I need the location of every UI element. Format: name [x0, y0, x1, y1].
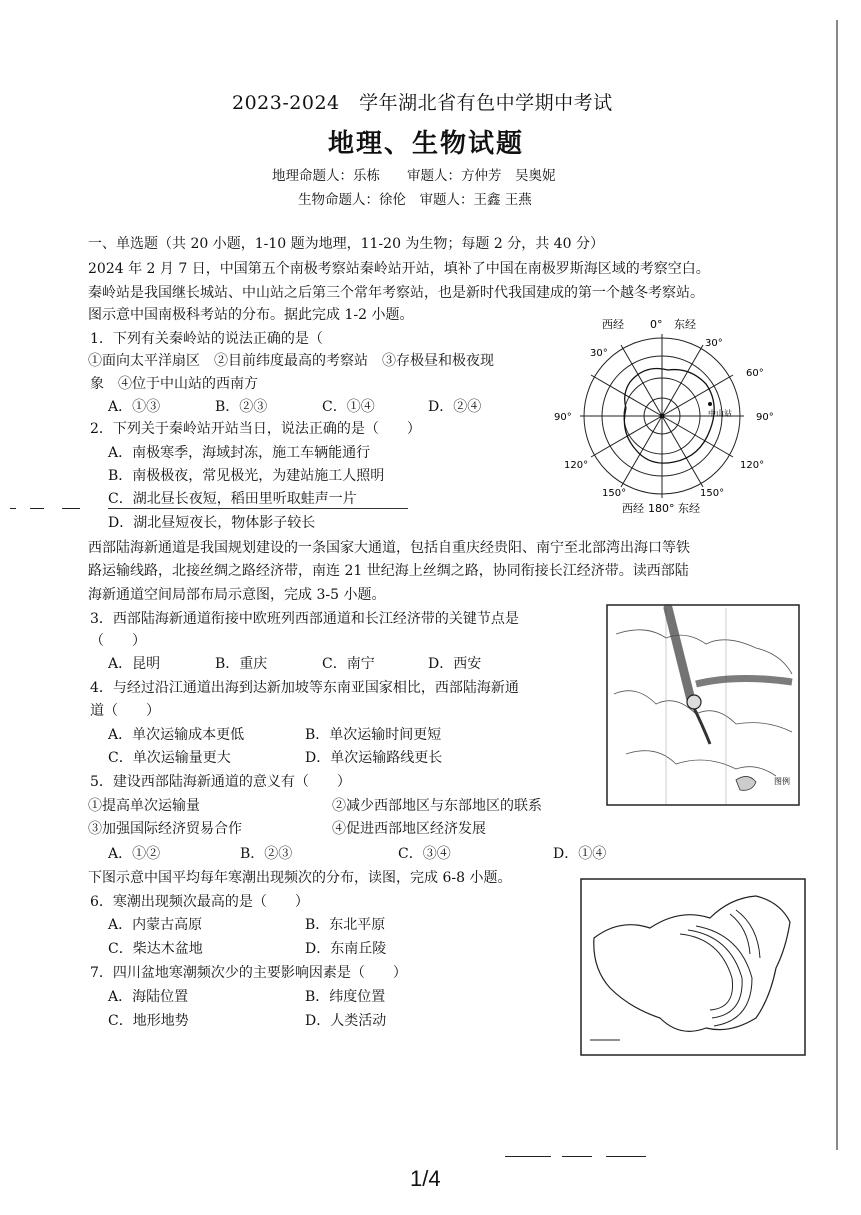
q5-option-4: ④促进西部地区经济发展 [332, 821, 486, 837]
q7-option-c: C．地形地势 [108, 1013, 189, 1029]
q7-option-b: B．纬度位置 [305, 989, 386, 1005]
q5-option-3: ③加强国际经济贸易合作 [88, 821, 242, 837]
intro3: 下图示意中国平均每年寒潮出现频次的分布，读图，完成 6-8 小题。 [88, 870, 512, 886]
scan-mark [606, 1156, 646, 1157]
map1-deg120-right: 120° [740, 460, 765, 471]
q2-option-c-underline [108, 508, 408, 509]
q6-option-b: B．东北平原 [305, 917, 386, 933]
geo-authors: 地理命题人：乐栋 审题人：方仲芳 吴奥妮 [272, 168, 556, 184]
q2-option-a: A．南极寒季，海域封冻，施工车辆能通行 [108, 445, 371, 461]
q7-stem: 7．四川盆地寒潮频次少的主要影响因素是（ ） [90, 965, 407, 981]
map1-180-label: 180° [648, 502, 675, 515]
q4-stem-cont: 道（ ） [90, 703, 160, 719]
map1-east-label-bottom: 东经 [678, 502, 700, 515]
intro1-line3: 图示意中国南极科考站的分布。据此完成 1-2 小题。 [88, 307, 414, 323]
scan-mark [505, 1156, 551, 1157]
map1-deg150-right: 150° [700, 488, 725, 499]
map1-deg150-left: 150° [602, 488, 627, 499]
q4-option-a: A．单次运输成本更低 [108, 727, 245, 743]
exam-title: 2023-2024 学年湖北省有色中学期中考试 [232, 92, 613, 114]
q2-option-d: D．湖北昼短夜长，物体影子较长 [108, 515, 316, 531]
cold-wave-frequency-map [580, 878, 806, 1056]
map1-east-label-top: 东经 [674, 318, 696, 331]
antarctic-station-map [550, 312, 780, 522]
map1-deg30-left: 30° [590, 348, 608, 359]
scan-mark [10, 508, 16, 509]
map1-deg30-right: 30° [705, 338, 723, 349]
q5-option-1: ①提高单次运输量 [88, 798, 200, 814]
q1-choice-a: A．①③ [108, 399, 161, 415]
scan-edge [836, 20, 838, 1150]
intro2-line3: 海新通道空间局部布局示意图，完成 3-5 小题。 [88, 587, 386, 603]
map2-legend-label: 图例 [774, 777, 790, 786]
q4-option-d: D．单次运输路线更长 [305, 750, 443, 766]
map1-zero-label: 0° [650, 318, 663, 331]
q5-option-2: ②减少西部地区与东部地区的联系 [332, 798, 542, 814]
q1-options-line2: 象 ④位于中山站的西南方 [90, 376, 258, 392]
q6-stem: 6．寒潮出现频次最高的是（ ） [90, 894, 309, 910]
western-corridor-map [606, 604, 800, 810]
intro1-line2: 秦岭站是我国继长城站、中山站之后第三个常年考察站，也是新时代我国建成的第一个越冬考察站。 [88, 285, 704, 301]
q2-option-c: C．湖北昼长夜短，稻田里听取蛙声一片 [108, 491, 357, 507]
q4-stem: 4．与经过沿江通道出海到达新加坡等东南亚国家相比，西部陆海新通 [90, 680, 519, 696]
q3-choice-d: D．西安 [428, 656, 482, 672]
q3-choice-c: C．南宁 [322, 656, 375, 672]
intro2-line1: 西部陆海新通道是我国规划建设的一条国家大通道，包括自重庆经贵阳、南宁至北部湾出海口等铁 [88, 540, 690, 556]
q3-stem: 3．西部陆海新通道衔接中欧班列西部通道和长江经济带的关键节点是 [90, 611, 519, 627]
q6-option-a: A．内蒙古高原 [108, 917, 203, 933]
q6-option-d: D．东南丘陵 [305, 941, 387, 957]
q3-paren: （ ） [90, 633, 146, 649]
q3-choice-a: A．昆明 [108, 656, 161, 672]
q3-choice-b: B．重庆 [215, 656, 268, 672]
bio-authors: 生物命题人：徐伦 审题人：王鑫 王燕 [298, 192, 532, 208]
q1-stem: 1．下列有关秦岭站的说法正确的是（ [90, 331, 323, 347]
q1-choice-b: B．②③ [215, 399, 268, 415]
q5-choice-d: D．①④ [553, 846, 607, 862]
map1-deg90-left: 90° [554, 412, 572, 423]
map1-deg120-left: 120° [564, 460, 589, 471]
map1-west-label-top: 西经 [602, 318, 624, 331]
q2-stem: 2．下列关于秦岭站开站当日，说法正确的是（ ） [90, 421, 421, 437]
q6-option-c: C．柴达木盆地 [108, 941, 203, 957]
map1-deg90-right: 90° [756, 412, 774, 423]
subject-title: 地理、生物试题 [328, 129, 525, 159]
map1-deg60-right: 60° [746, 368, 764, 379]
map1-station-marker [708, 402, 712, 406]
scan-mark [62, 508, 80, 509]
q4-option-c: C．单次运输量更大 [108, 750, 231, 766]
q5-stem: 5．建设西部陆海新通道的意义有（ ） [90, 774, 351, 790]
intro2-line2: 路运输线路，北接丝绸之路经济带，南连 21 世纪海上丝绸之路，协同衔接长江经济带。读西部陆 [88, 563, 689, 579]
scan-mark [30, 508, 44, 509]
q5-choice-b: B．②③ [240, 846, 293, 862]
map1-station-label: 中山站 [708, 409, 732, 418]
scan-mark [562, 1156, 592, 1157]
q1-choice-d: D．②④ [428, 399, 482, 415]
q7-option-d: D．人类活动 [305, 1013, 387, 1029]
map1-west-label-bottom: 西经 [622, 502, 644, 515]
q5-choice-a: A．①② [108, 846, 161, 862]
page-number: 1/4 [410, 1166, 441, 1191]
q7-option-a: A．海陆位置 [108, 989, 189, 1005]
q5-choice-c: C．③④ [398, 846, 451, 862]
q1-options-line1: ①面向太平洋扇区 ②目前纬度最高的考察站 ③存极昼和极夜现 [88, 353, 494, 369]
intro1-line1: 2024 年 2 月 7 日，中国第五个南极考察站秦岭站开站，填补了中国在南极罗斯海区域的考察空白。 [88, 261, 710, 277]
q2-option-b: B．南极极夜，常见极光，为建站施工人照明 [108, 468, 385, 484]
q4-option-b: B．单次运输时间更短 [305, 727, 442, 743]
q1-choice-c: C．①④ [322, 399, 375, 415]
section-heading: 一、单选题（共 20 小题，1-10 题为地理，11-20 为生物；每题 2 分，共 40 分） [88, 236, 604, 252]
